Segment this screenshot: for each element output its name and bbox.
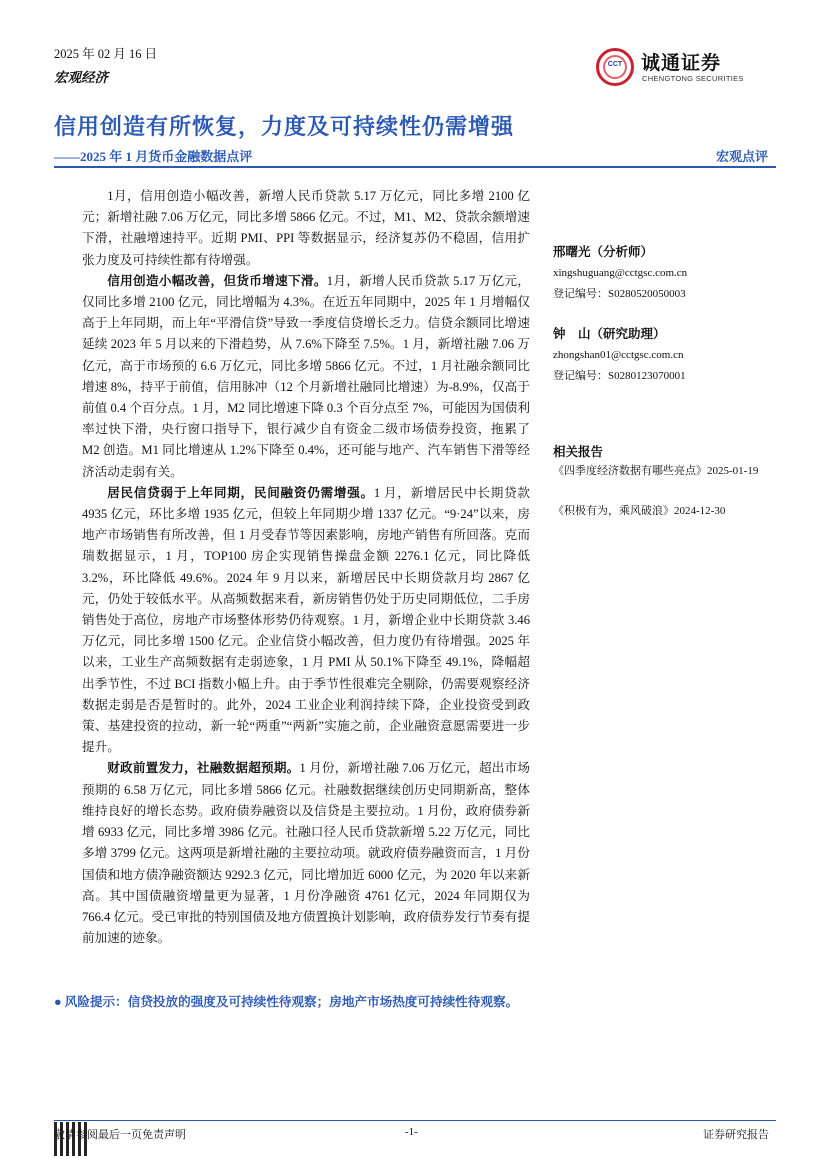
paragraph-fiscal: 财政前置发力，社融数据超预期。1 月份，新增社融 7.06 万亿元，超出市场预期的 6.58 万亿元，同比多增 5866 亿元。社融数据继续创历史同期新高，整体维持良好的增长态势。政府债券融资以及信贷是主要拉动。1 月份，政府债券新增 6933 亿元，同比多增 3986 亿元。社融口径人民币贷款新增 5.22 万亿元，同比多增 3799 亿元。这两项是新增社融的主要拉动项。就政府债券融资而言，1 月份国债和地方债净融资额达 9292.3 亿元，同比增加近 6000 亿元，为 2020 年以来新高。其中国债融资增量更为显著，1 月份净融资 4761 亿元，2024 年同期仅为 766.4 亿元。受已审批的特别国债及地方债置换计划影响，政府债券发行节奏有提前加速的迹象。 — [82, 761, 531, 946]
main-body — [82, 186, 530, 949]
related-reports-title: 相关报告 — [553, 445, 604, 459]
page-title: 信用创造有所恢复，力度及可持续性仍需增强 — [54, 115, 515, 140]
footer-label: 证券研究报告 — [703, 1129, 769, 1141]
report-type: 宏观点评 — [716, 149, 769, 164]
report-category: 宏观经济 — [54, 70, 108, 85]
logo-chinese-name: 诚通证券 — [641, 52, 722, 74]
analyst-card — [553, 242, 687, 305]
paragraph-summary: 1月，信用创造小幅改善，新增人民币贷款 5.17 万亿元，同比多增 2100 亿元；新增社融 7.06 万亿元，同比多增 5866 亿元。不过，M1、M2、贷款余额增速下滑，社融增速持平。近期 PMI、PPI 等数据显示，经济复苏仍不稳固，信用扩张力度及可持续性都有待增强。 — [82, 189, 530, 267]
paragraph-heading: 居民信贷弱于上年同期，民间融资仍需增强。 — [107, 485, 374, 500]
report-date: 2025 年 02 月 16 日 — [54, 47, 158, 61]
logo-english-name: CHENGTONG SECURITIES — [642, 74, 744, 83]
analyst-email[interactable]: zhongshan01@cctgsc.com.cn — [553, 349, 684, 361]
analyst-email[interactable]: xingshuguang@cctgsc.com.cn — [553, 267, 688, 279]
related-report-link[interactable]: 《四季度经济数据有哪些亮点》2025-01-19 — [553, 465, 759, 477]
paragraph-heading: 信用创造小幅改善，但货币增速下滑。 — [107, 273, 327, 288]
risk-warning: ● 风险提示：信贷投放的强度及可持续性待观察；房地产市场热度可持续性待观察。 — [54, 995, 519, 1009]
analyst-cert: 登记编号：S0280520050003 — [553, 288, 686, 300]
analyst-card — [553, 324, 686, 387]
related-report-link[interactable]: 《积极有为，乘风破浪》2024-12-30 — [553, 505, 726, 517]
title-divider — [54, 166, 776, 168]
analyst-name: 钟 山（研究助理） — [553, 327, 666, 341]
page-subtitle: ——2025 年 1 月货币金融数据点评 — [54, 149, 253, 164]
cct-logo-icon: CCT — [596, 48, 634, 86]
company-logo — [596, 46, 786, 88]
footer-divider — [54, 1120, 776, 1121]
analyst-name: 邢曙光（分析师） — [553, 245, 654, 259]
analyst-cert: 登记编号：S0280123070001 — [553, 370, 686, 382]
footer-disclaimer[interactable]: 敬请参阅最后一页免责声明 — [54, 1129, 186, 1141]
paragraph-household: 居民信贷弱于上年同期，民间融资仍需增强。1 月，新增居民中长期贷款 4935 亿元，环比多增 1935 亿元，但较上年同期少增 1337 亿元。“9·24”以来，房地产市场销售有所改善，但 1 月受春节等因素影响，房地产销售有所回落。克而瑞数据显示，1 月，TOP100 房企实现销售操盘金额 2276.1 亿元，同比降低 3.2%，环比降低 49.6%。2024 年 9 月以来，新增居民中长期贷款月均 2867 亿元，仍处于较低水平。从高频数据来看，新房销售仍处于历史同期低位，二手房销售处于高位，房地产市场整体形势仍待观察。1 月，新增企业中长期贷款 3.46 万亿元，同比多增 1500 亿元。企业信贷小幅改善，但力度仍有待增强。2025 年以来，工业生产高频数据有走弱迹象，1 月 PMI 从 50.1%下降至 49.1%，降幅超出季节性，不过 BCI 指数小幅上升。由于季节性很难完全剔除，仍需要观察经济数据走弱是否是暂时的。此外，2024 工业企业利润持续下降，企业投资受到政策、基建投资的拉动，新一轮“两重”“两新”实施之前，企业融资意愿需要进一步提升。 — [82, 485, 530, 755]
page-number: -1- — [405, 1126, 418, 1138]
paragraph-credit: 信用创造小幅改善，但货币增速下滑。1月，新增人民币贷款 5.17 万亿元，仅同比多增 2100 亿元，同比增幅为 4.3%。在近五年同期中，2025 年 1 月增幅仅高于上年同期，而上年“平滑信贷”导致一季度信贷增长乏力。信贷余额同比增速延续 2023 年 5 月以来的下滑趋势，从 7.6%下降至 7.5%。1 月，新增社融 7.06 万亿元，高于市场预的 6.6 万亿元，同比多增 5866 亿元。不过，1 月社融余额同比增速 8%，持平于前值，信用脉冲（12 个月新增社融同比增速）为-8.9%，仅高于前值 0.4 个百分点。1 月，M2 同比增速下降 0.3 个百分点至 7%，可能因为国债利率过快下滑，央行窗口指导下，银行减少自有资金二级市场债券投资，拖累了 M2 创造。M1 同比增速从 1.2%下降至 0.4%，还可能与地产、汽车销售下滑等经济活动走弱有关。 — [82, 273, 531, 479]
paragraph-heading: 财政前置发力，社融数据超预期。 — [107, 761, 300, 776]
